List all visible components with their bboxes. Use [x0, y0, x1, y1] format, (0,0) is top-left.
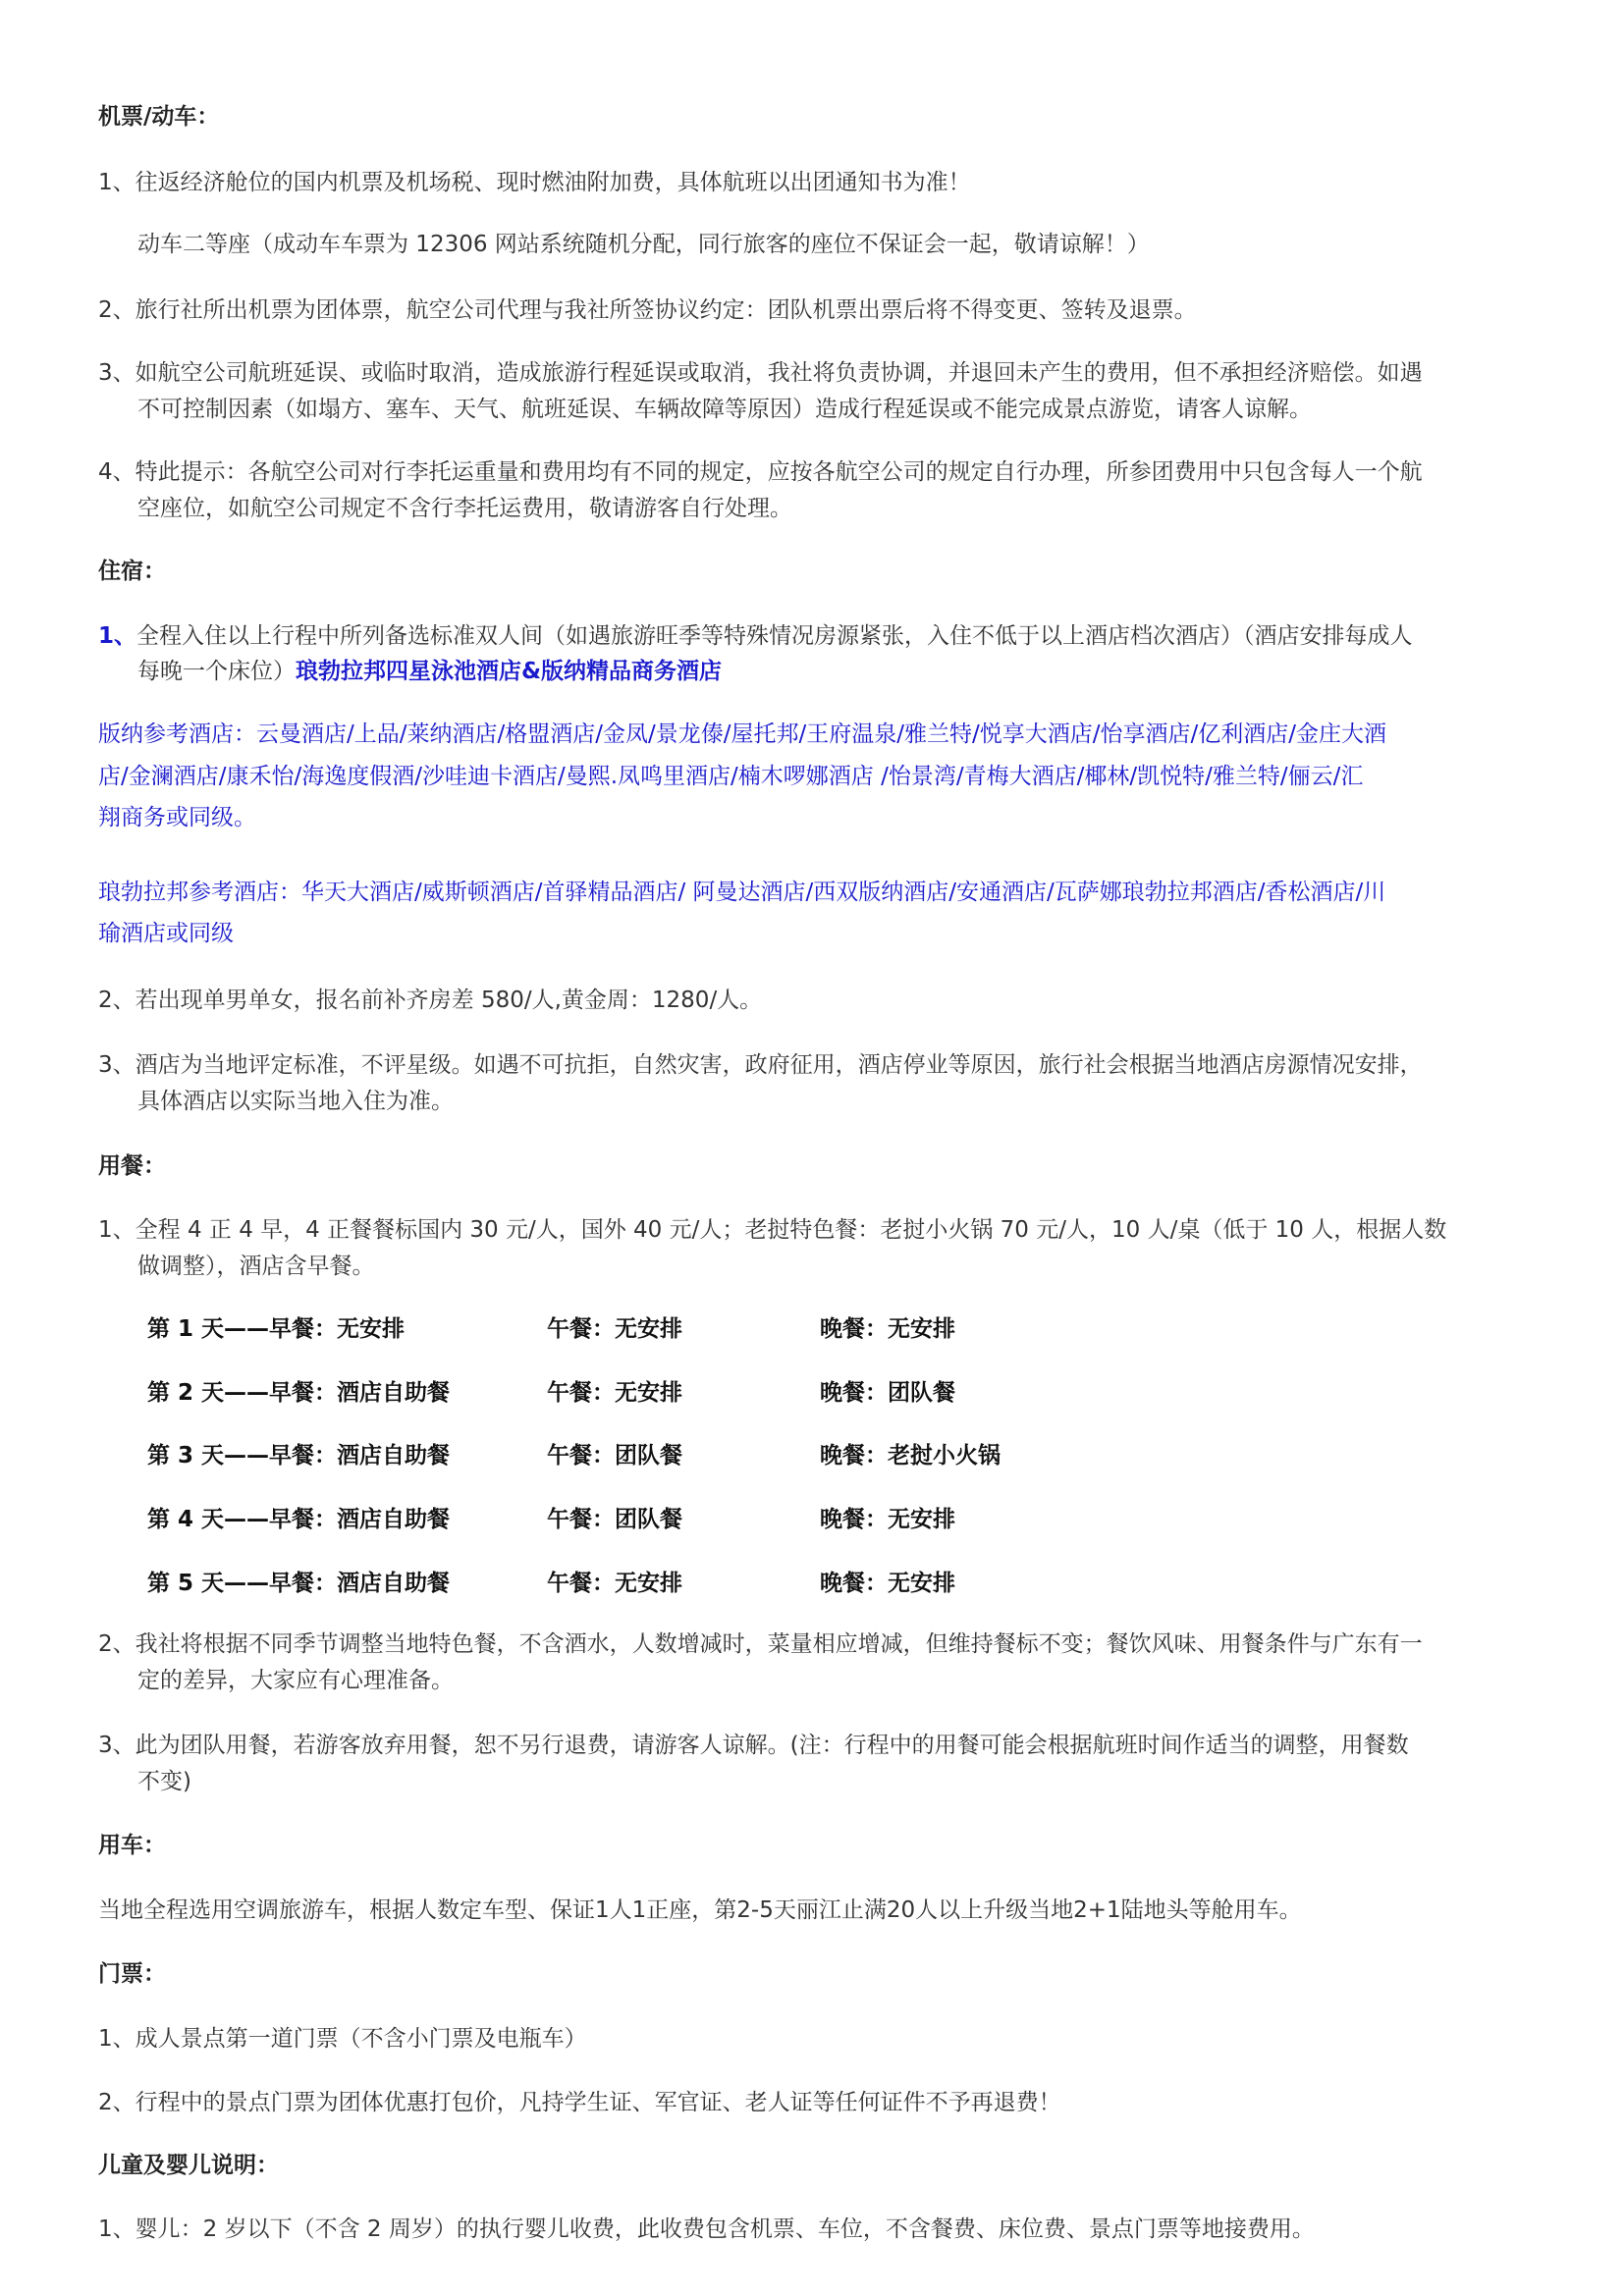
lpb-hotels-line-1: 琅勃拉邦参考酒店：华天大酒店/威斯顿酒店/首驿精品酒店/ 阿曼达酒店/西双版纳酒店/安通酒店/瓦萨娜琅勃拉邦酒店/香松酒店/川 — [98, 880, 1386, 905]
hotel-item-1-number: 1、 — [98, 623, 137, 649]
meal-lunch: 午餐：团队餐 — [547, 1443, 682, 1468]
meals-item-3-line-2: 不变) — [137, 1769, 191, 1794]
meal-lunch: 午餐：无安排 — [547, 1316, 682, 1342]
meal-lunch: 午餐：无安排 — [547, 1380, 682, 1406]
hotel-heading: 住宿： — [98, 559, 166, 584]
meals-item-2-line-1: 2、我社将根据不同季节调整当地特色餐，不含酒水，人数增减时，菜量相应增减，但维持餐标不变；餐饮风味、用餐条件与广东有一 — [98, 1631, 1423, 1657]
vehicle-heading: 用车： — [98, 1833, 166, 1858]
meal-dinner: 晚餐：无安排 — [820, 1507, 955, 1532]
banna-hotels-line-3: 翔商务或同级。 — [98, 805, 256, 830]
hotel-item-1-highlight: 琅勃拉邦四星泳池酒店&版纳精品商务酒店 — [296, 659, 723, 684]
meals-item-3-line-1: 3、此为团队用餐，若游客放弃用餐，恕不另行退费，请游客人谅解。(注：行程中的用餐可能会根据航班时间作适当的调整，用餐数 — [98, 1733, 1409, 1758]
hotel-item-1-line-1 — [98, 620, 1413, 652]
flight-item-4-line-2: 空座位，如航空公司规定不含行李托运费用，敬请游客自行处理。 — [137, 496, 792, 521]
meal-lunch: 午餐：团队餐 — [547, 1507, 682, 1532]
flight-item-4-line-1: 4、特此提示：各航空公司对行李托运重量和费用均有不同的规定，应按各航空公司的规定自行办理，所参团费用中只包含每人一个航 — [98, 459, 1423, 485]
meal-dinner: 晚餐：无安排 — [820, 1571, 955, 1596]
hotel-item-1-line-2 — [137, 656, 722, 687]
meals-heading: 用餐： — [98, 1153, 166, 1179]
flight-item-2: 2、旅行社所出机票为团体票，航空公司代理与我社所签协议约定：团队机票出票后将不得变更、签转及退票。 — [98, 297, 1197, 323]
tickets-item-1: 1、成人景点第一道门票（不含小门票及电瓶车） — [98, 2026, 587, 2052]
children-item-1: 1、婴儿：2 岁以下（不含 2 周岁）的执行婴儿收费，此收费包含机票、车位，不含餐费、床位费、景点门票等地接费用。 — [98, 2216, 1315, 2242]
lpb-hotels-line-2: 瑜酒店或同级 — [98, 921, 234, 946]
hotel-item-3-line-1: 3、酒店为当地评定标准，不评星级。如遇不可抗拒，自然灾害，政府征用，酒店停业等原因，旅行社会根据当地酒店房源情况安排， — [98, 1052, 1423, 1078]
meal-lunch: 午餐：无安排 — [547, 1571, 682, 1596]
meal-dinner: 晚餐：老挝小火锅 — [820, 1443, 1001, 1468]
vehicle-text: 当地全程选用空调旅游车，根据人数定车型、保证1人1正座，第2-5天丽江止满20人以上升级当地2+1陆地头等舱用车。 — [98, 1897, 1302, 1923]
tickets-heading: 门票： — [98, 1961, 166, 1987]
meal-breakfast: 第 2 天——早餐：酒店自助餐 — [147, 1380, 451, 1406]
flight-item-1: 1、往返经济舱位的国内机票及机场税、现时燃油附加费，具体航班以出团通知书为准！ — [98, 170, 971, 195]
meals-item-1-line-1: 1、全程 4 正 4 早，4 正餐餐标国内 30 元/人，国外 40 元/人；老挝特色餐：老挝小火锅 70 元/人，10 人/桌（低于 10 人，根据人数 — [98, 1217, 1447, 1243]
meal-dinner: 晚餐：无安排 — [820, 1316, 955, 1342]
hotel-item-1-text: 全程入住以上行程中所列备选标准双人间（如遇旅游旺季等特殊情况房源紧张，入住不低于以上酒店档次酒店）（酒店安排每成人 — [136, 623, 1413, 649]
meal-breakfast: 第 1 天——早餐：无安排 — [147, 1316, 406, 1342]
meals-item-1-line-2: 做调整），酒店含早餐。 — [137, 1254, 375, 1279]
banna-hotels-line-1: 版纳参考酒店：云曼酒店/上品/莱纳酒店/格盟酒店/金凤/景龙傣/屋托邦/王府温泉/雅兰特/悦享大酒店/怡享酒店/亿利酒店/金庄大酒 — [98, 721, 1386, 747]
tickets-item-2: 2、行程中的景点门票为团体优惠打包价，凡持学生证、军官证、老人证等任何证件不予再退费！ — [98, 2090, 1061, 2115]
meal-breakfast: 第 3 天——早餐：酒店自助餐 — [147, 1443, 451, 1468]
banna-hotels-line-2: 店/金澜酒店/康禾怡/海逸度假酒/沙哇迪卡酒店/曼熙.凤鸣里酒店/楠木啰娜酒店 /怡景湾/青梅大酒店/椰林/凯悦特/雅兰特/俪云/汇 — [98, 764, 1364, 789]
flight-item-1-note: 动车二等座（成动车车票为 12306 网站系统随机分配，同行旅客的座位不保证会一起，敬请谅解！） — [137, 232, 1150, 257]
flight-heading: 机票/动车： — [98, 104, 220, 130]
hotel-item-1-bed: 每晚一个床位） — [137, 659, 296, 684]
meals-item-2-line-2: 定的差异，大家应有心理准备。 — [137, 1668, 454, 1693]
meal-dinner: 晚餐：团队餐 — [820, 1380, 955, 1406]
meal-breakfast: 第 5 天——早餐：酒店自助餐 — [147, 1571, 451, 1596]
flight-item-3-line-1: 3、如航空公司航班延误、或临时取消，造成旅游行程延误或取消，我社将负责协调，并退回未产生的费用，但不承担经济赔偿。如遇 — [98, 360, 1423, 386]
hotel-item-3-line-2: 具体酒店以实际当地入住为准。 — [137, 1089, 454, 1114]
hotel-item-2: 2、若出现单男单女，报名前补齐房差 580/人,黄金周：1280/人。 — [98, 988, 763, 1013]
flight-item-3-line-2: 不可控制因素（如塌方、塞车、天气、航班延误、车辆故障等原因）造成行程延误或不能完成景点游览，请客人谅解。 — [137, 397, 1312, 422]
children-heading: 儿童及婴儿说明： — [98, 2153, 279, 2178]
meal-breakfast: 第 4 天——早餐：酒店自助餐 — [147, 1507, 451, 1532]
